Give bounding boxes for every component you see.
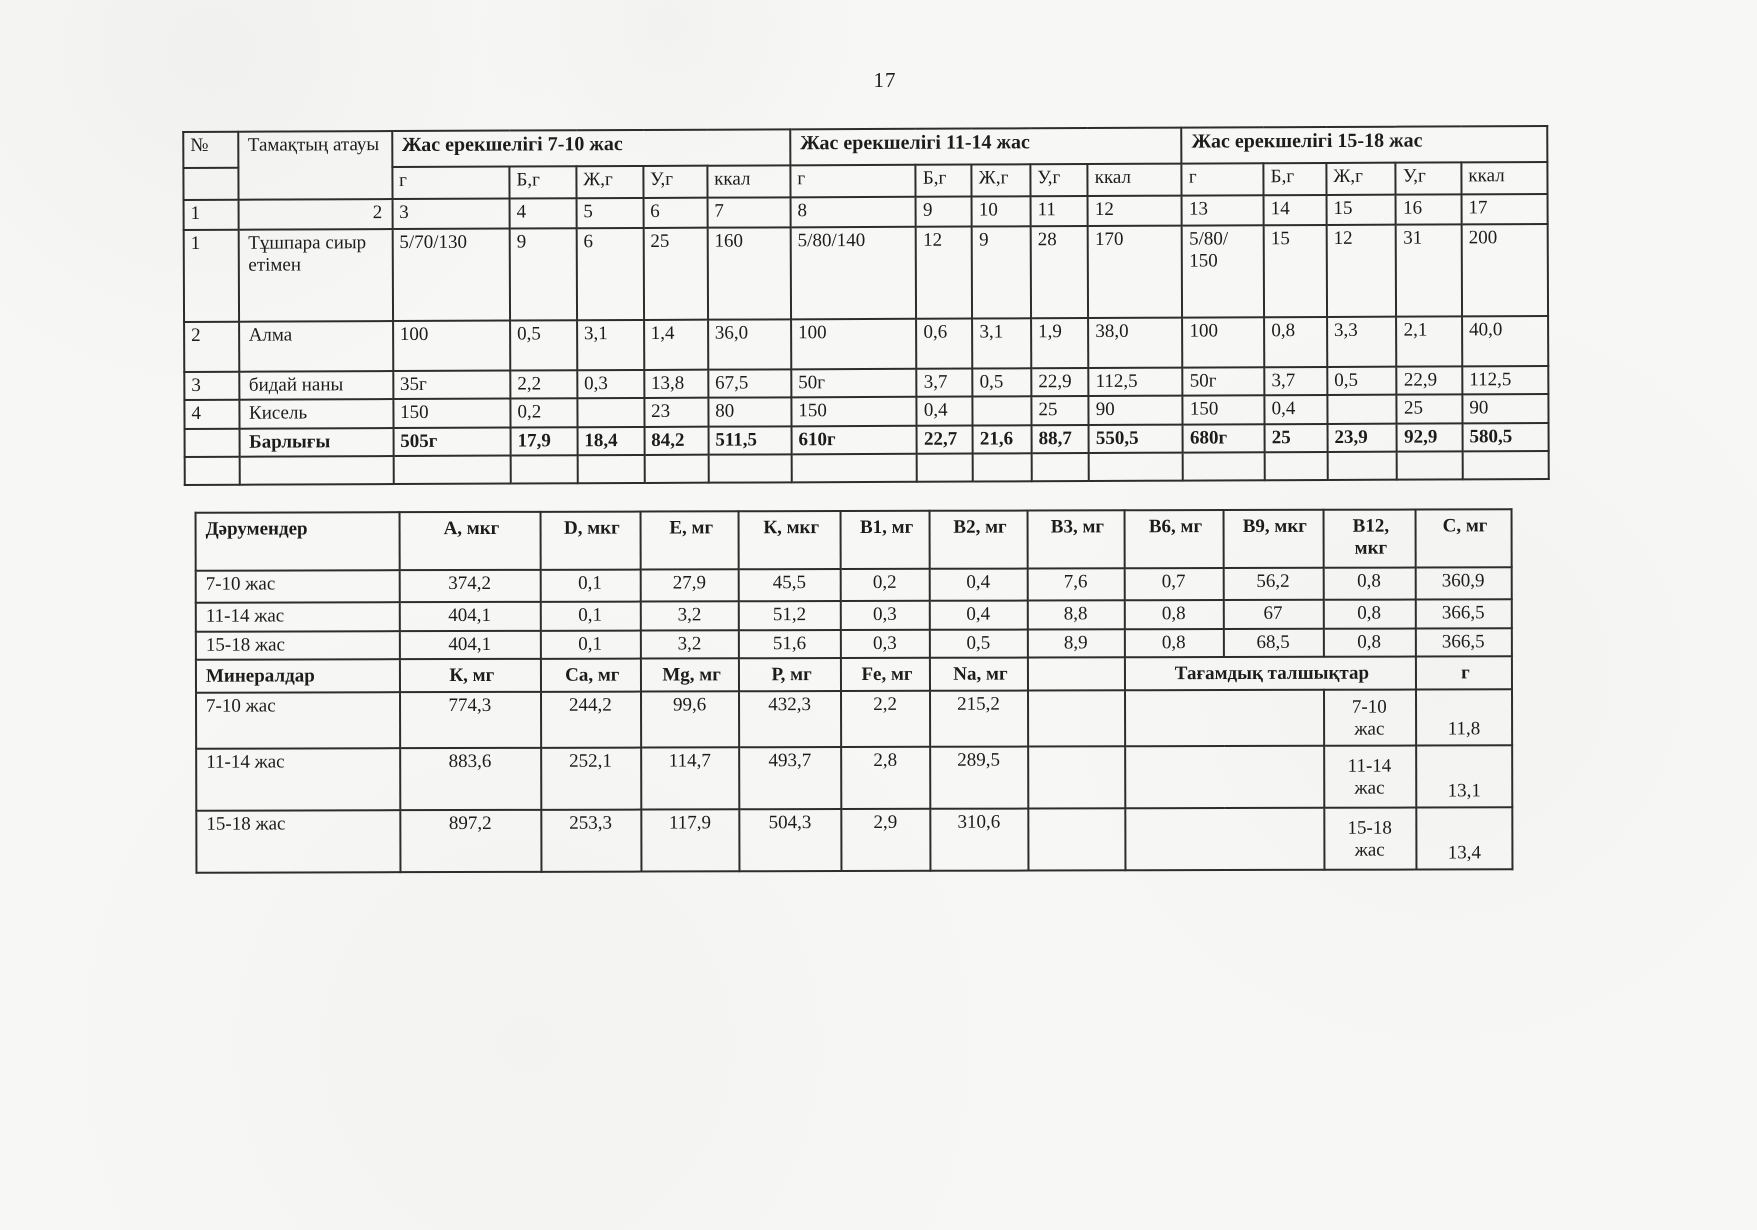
vitamin-value-cell: 8,9 — [1027, 629, 1124, 657]
vitamin-value-cell: 27,9 — [640, 569, 739, 601]
vitamin-value-cell: 0,1 — [540, 570, 640, 602]
row-number-cell: 2 — [184, 322, 239, 372]
numbering-cell: 2 — [238, 199, 392, 230]
empty-cell — [792, 454, 918, 483]
empty-cell — [1125, 746, 1324, 809]
value-cell: 31 — [1396, 224, 1462, 316]
total-value-cell: 22,7 — [917, 426, 973, 454]
fiber-value-cell: 11,8 — [1416, 689, 1512, 745]
mineral-value-cell: 253,3 — [541, 810, 641, 872]
age-group-label: 11-14 жас — [196, 602, 400, 632]
vitamin-value-cell: 0,3 — [841, 601, 931, 630]
vitamin-column-header: В12, мкг — [1323, 510, 1415, 568]
total-value-cell: 505г — [393, 428, 510, 457]
value-cell: 3,3 — [1327, 317, 1397, 367]
vitamin-value-cell: 0,1 — [541, 602, 641, 631]
numbering-cell: 15 — [1326, 195, 1396, 225]
value-cell: 0,3 — [577, 370, 644, 398]
empty-cell — [1463, 451, 1549, 479]
vitamin-value-cell: 0,4 — [930, 569, 1027, 601]
value-cell: 112,5 — [1462, 366, 1548, 394]
value-cell: 35г — [393, 371, 510, 400]
value-cell — [1327, 395, 1397, 424]
vitamin-value-cell: 67 — [1223, 600, 1323, 629]
empty-cell — [973, 453, 1032, 481]
value-cell: 9 — [972, 226, 1031, 318]
vitamins-section-label: Дәрумендер — [196, 512, 400, 571]
vitamin-value-cell: 0,8 — [1125, 600, 1224, 629]
mineral-value-cell: 432,3 — [739, 691, 840, 747]
mineral-value-cell: 244,2 — [541, 692, 641, 748]
vitamin-column-header: В2, мг — [930, 511, 1028, 569]
empty-cell — [1028, 690, 1126, 746]
numbering-cell: 17 — [1461, 194, 1547, 224]
empty-cell — [1028, 746, 1126, 808]
empty-cell — [1265, 452, 1328, 480]
vitamin-value-cell: 366,5 — [1416, 628, 1512, 656]
totals-label-cell: Барлығы — [239, 428, 393, 457]
total-value-cell: 88,7 — [1031, 425, 1088, 453]
value-cell: 13,8 — [644, 370, 708, 398]
menu-nutrition-table — [182, 125, 1550, 486]
mineral-value-cell: 774,3 — [400, 692, 541, 748]
total-value-cell: 680г — [1183, 424, 1265, 452]
empty-cell — [1028, 808, 1126, 870]
empty-cell — [183, 168, 238, 200]
mineral-value-cell: 117,9 — [641, 809, 740, 871]
row-number-cell: 1 — [184, 230, 239, 322]
numbering-cell: 11 — [1030, 196, 1087, 226]
value-cell: 80 — [708, 397, 791, 426]
fiber-unit-header: г — [1416, 656, 1512, 689]
empty-cell — [708, 454, 791, 482]
empty-cell — [1328, 452, 1398, 480]
total-value-cell: 580,5 — [1462, 423, 1548, 451]
age-group-label: 15-18 жас — [196, 810, 400, 873]
dietary-fiber-header: Тағамдық талшықтар — [1125, 657, 1416, 691]
empty-cell — [185, 457, 240, 485]
vitamin-value-cell: 8,8 — [1027, 600, 1124, 629]
value-cell: 3,7 — [917, 369, 973, 397]
vitamin-column-header: D, мкг — [540, 512, 640, 570]
numbering-cell: 7 — [707, 197, 790, 227]
vitamin-value-cell: 3,2 — [641, 601, 740, 630]
value-cell: 170 — [1088, 226, 1183, 318]
value-cell: 3,1 — [972, 318, 1031, 368]
value-cell: 0,5 — [1327, 367, 1397, 395]
vitamin-value-cell: 68,5 — [1224, 629, 1324, 657]
value-cell: 5/80/140 — [791, 227, 917, 320]
value-cell: 1,9 — [1031, 318, 1088, 368]
total-value-cell: 84,2 — [644, 427, 708, 455]
value-cell: 50г — [791, 369, 917, 398]
vitamin-value-cell: 3,2 — [641, 630, 740, 658]
minerals-section-label: Минералдар — [196, 659, 400, 693]
vitamin-value-cell: 404,1 — [400, 602, 541, 631]
value-cell: 15 — [1264, 225, 1327, 317]
subcol-header: У,г — [643, 166, 707, 198]
value-cell: 0,4 — [1265, 395, 1328, 424]
vitamin-value-cell: 0,8 — [1323, 568, 1415, 600]
minerals-row-15-18 — [196, 807, 1512, 872]
age-group-label: 7-10 жас — [196, 692, 400, 749]
row-number-cell: 4 — [184, 400, 239, 429]
subcol-header: г — [790, 165, 916, 198]
table1-header-row-groups — [183, 126, 1547, 168]
subcol-header: ккал — [1088, 164, 1182, 196]
fiber-age-label: 15-18 жас — [1324, 808, 1416, 870]
group-header-age-11-14: Жас ерекшелігі 11-14 жас — [790, 128, 1182, 166]
value-cell: 25 — [1031, 396, 1088, 425]
minerals-row-11-14 — [196, 745, 1512, 810]
mineral-value-cell: 289,5 — [930, 747, 1028, 809]
value-cell: 22,9 — [1031, 368, 1088, 396]
value-cell: 0,4 — [917, 397, 973, 426]
mineral-column-header: Na, мг — [930, 658, 1027, 691]
value-cell: 23 — [644, 398, 708, 427]
subcol-header: ккал — [1461, 162, 1547, 194]
empty-cell — [511, 455, 578, 483]
vitamin-column-header: В1, мг — [840, 511, 930, 569]
vitamin-column-header: С, мг — [1415, 509, 1511, 567]
empty-cell — [393, 456, 510, 485]
mineral-column-header: Р, мг — [739, 658, 840, 691]
vitamin-value-cell: 51,2 — [739, 601, 840, 630]
vitamin-value-cell: 0,8 — [1125, 629, 1224, 657]
vitamin-column-header: В3, мг — [1027, 510, 1125, 568]
minerals-row-7-10 — [196, 689, 1512, 748]
vitamin-value-cell: 374,2 — [400, 570, 541, 602]
vitamin-value-cell: 404,1 — [400, 631, 541, 659]
value-cell: 28 — [1031, 226, 1089, 318]
subcol-header: Б,г — [509, 166, 576, 198]
mineral-value-cell: 897,2 — [400, 810, 541, 872]
value-cell: 100 — [791, 319, 917, 370]
value-cell: 0,5 — [973, 368, 1032, 396]
total-value-cell: 550,5 — [1089, 425, 1183, 453]
fiber-age-label: 7-10 жас — [1324, 690, 1416, 746]
vitamin-value-cell: 360,9 — [1416, 567, 1512, 599]
total-value-cell: 23,9 — [1327, 424, 1397, 452]
total-value-cell: 610г — [791, 426, 917, 455]
fiber-value-cell: 13,1 — [1416, 745, 1512, 807]
vitamin-column-header: Е, мг — [640, 511, 739, 569]
total-value-cell: 25 — [1265, 424, 1328, 452]
vitamin-value-cell: 45,5 — [739, 569, 840, 601]
page-number: 17 — [873, 68, 897, 92]
group-header-age-15-18: Жас ерекшелігі 15-18 жас — [1182, 126, 1548, 164]
total-value-cell: 21,6 — [973, 425, 1032, 453]
fiber-value-cell: 13,4 — [1416, 807, 1512, 869]
vitamin-value-cell: 0,1 — [541, 631, 641, 659]
subcol-header: г — [392, 167, 509, 200]
vitamin-value-cell: 0,5 — [930, 630, 1027, 658]
mineral-value-cell: 99,6 — [641, 691, 740, 747]
subcol-header: г — [1182, 163, 1264, 195]
mineral-value-cell: 2,2 — [841, 691, 931, 747]
vitamin-value-cell: 51,6 — [739, 630, 840, 658]
value-cell: 150 — [1183, 395, 1265, 424]
vitamins-header-row — [196, 509, 1512, 570]
empty-cell — [644, 455, 708, 483]
mineral-column-header: Са, мг — [541, 659, 641, 692]
value-cell: 2,2 — [510, 370, 577, 398]
vitamins-row-15-18 — [196, 628, 1512, 659]
value-cell: 150 — [791, 397, 917, 427]
empty-cell — [917, 454, 973, 482]
subcol-header: Б,г — [1264, 163, 1327, 195]
value-cell: 0,8 — [1264, 317, 1327, 367]
value-cell: 5/70/130 — [392, 229, 510, 322]
total-value-cell: 92,9 — [1397, 423, 1463, 451]
value-cell: 3,1 — [577, 320, 644, 370]
value-cell: 38,0 — [1088, 318, 1182, 368]
value-cell: 160 — [707, 227, 791, 319]
numbering-cell: 13 — [1182, 195, 1264, 225]
subcol-header: У,г — [1396, 162, 1462, 194]
value-cell — [973, 396, 1032, 425]
mineral-value-cell: 504,3 — [740, 809, 841, 871]
mineral-value-cell: 252,1 — [541, 748, 641, 810]
numbering-cell: 12 — [1088, 196, 1182, 226]
value-cell: 6 — [576, 228, 643, 320]
numbering-cell: 1 — [184, 200, 239, 230]
total-value-cell: 18,4 — [577, 427, 644, 455]
age-group-label: 15-18 жас — [196, 631, 400, 660]
value-cell: 100 — [1182, 317, 1264, 367]
mineral-value-cell: 2,9 — [841, 809, 931, 871]
value-cell: 90 — [1462, 394, 1548, 423]
numbering-cell: 8 — [790, 197, 916, 228]
numbering-cell: 16 — [1396, 194, 1462, 224]
empty-cell — [1125, 808, 1324, 871]
age-group-label: 11-14 жас — [196, 748, 400, 811]
vitamin-value-cell: 0,4 — [930, 601, 1027, 630]
mineral-value-cell: 883,6 — [400, 748, 541, 810]
value-cell: 22,9 — [1397, 366, 1463, 394]
food-name-cell: Алма — [239, 321, 393, 372]
value-cell: 40,0 — [1462, 316, 1548, 366]
mineral-value-cell: 493,7 — [740, 747, 841, 809]
value-cell: 12 — [916, 227, 972, 319]
value-cell: 1,4 — [644, 320, 708, 370]
value-cell: 25 — [643, 228, 707, 320]
value-cell: 150 — [393, 399, 510, 429]
value-cell: 12 — [1327, 225, 1397, 317]
mineral-value-cell: 310,6 — [931, 809, 1029, 871]
vitamin-value-cell: 366,5 — [1416, 599, 1512, 628]
num-column-header: № — [183, 132, 238, 168]
empty-cell — [1089, 453, 1183, 481]
vitamin-value-cell: 7,6 — [1027, 568, 1124, 600]
vitamin-column-header: К, мкг — [739, 511, 840, 569]
food-name-cell: Тұшпара сиыр етімен — [238, 229, 393, 322]
value-cell: 5/80/ 150 — [1182, 225, 1264, 317]
food-name-cell: бидай наны — [239, 371, 393, 400]
numbering-cell: 10 — [972, 196, 1031, 226]
minerals-header-row — [196, 656, 1512, 692]
empty-cell — [1028, 657, 1125, 690]
value-cell: 100 — [393, 321, 511, 372]
total-value-cell: 511,5 — [708, 426, 791, 454]
numbering-cell: 6 — [643, 198, 707, 228]
subcol-header: Ж,г — [576, 166, 643, 198]
total-value-cell: 17,9 — [510, 427, 577, 455]
empty-cell — [1397, 451, 1463, 479]
mineral-value-cell: 2,8 — [841, 747, 931, 809]
group-header-age-7-10: Жас ерекшелігі 7-10 жас — [392, 129, 790, 167]
food-name-cell: Кисель — [239, 399, 393, 429]
subcol-header: Ж,г — [1326, 163, 1396, 195]
numbering-cell: 3 — [392, 199, 509, 230]
empty-cell — [577, 455, 644, 483]
value-cell: 90 — [1089, 396, 1183, 425]
food-row-tushpara — [184, 224, 1548, 322]
mineral-column-header: Fe, мг — [841, 658, 931, 691]
vitamin-column-header: В6, мг — [1125, 510, 1224, 568]
vitamin-value-cell: 56,2 — [1223, 568, 1323, 600]
numbering-cell: 4 — [509, 198, 576, 228]
vitamin-column-header: А, мкг — [399, 512, 540, 570]
empty-cell — [1125, 690, 1324, 747]
value-cell: 25 — [1397, 394, 1463, 423]
value-cell: 112,5 — [1089, 368, 1183, 396]
subcol-header: Ж,г — [972, 164, 1031, 196]
value-cell: 9 — [510, 228, 577, 320]
vitamins-minerals-table — [195, 508, 1514, 873]
food-name-column-header: Тамақтың атауы — [238, 131, 392, 200]
value-cell: 0,5 — [510, 320, 577, 370]
numbering-cell: 14 — [1264, 195, 1327, 225]
fiber-age-label: 11-14 жас — [1324, 746, 1416, 808]
value-cell: 0,2 — [510, 398, 577, 427]
age-group-label: 7-10 жас — [196, 570, 400, 603]
value-cell: 36,0 — [708, 319, 791, 369]
value-cell: 67,5 — [708, 369, 791, 397]
value-cell: 200 — [1462, 224, 1548, 316]
vitamin-value-cell: 0,7 — [1125, 568, 1224, 600]
empty-cell — [1032, 453, 1089, 481]
subcol-header: ккал — [707, 165, 790, 197]
vitamin-value-cell: 0,8 — [1323, 600, 1415, 629]
vitamin-value-cell: 0,2 — [840, 569, 930, 601]
subcol-header: Б,г — [916, 165, 972, 197]
value-cell: 2,1 — [1397, 316, 1463, 366]
subcol-header: У,г — [1030, 164, 1087, 196]
vitamins-row-11-14 — [196, 599, 1512, 631]
vitamin-value-cell: 0,8 — [1324, 629, 1416, 657]
value-cell: 50г — [1183, 367, 1265, 395]
empty-row — [185, 451, 1549, 485]
food-row-alma — [184, 316, 1548, 372]
empty-cell — [1183, 452, 1265, 480]
mineral-column-header: Mg, мг — [641, 658, 740, 691]
value-cell: 0,6 — [916, 319, 972, 369]
vitamins-row-7-10 — [196, 567, 1512, 602]
numbering-cell: 5 — [576, 198, 643, 228]
vitamin-value-cell: 0,3 — [841, 630, 931, 658]
row-number-cell — [185, 429, 240, 457]
row-number-cell: 3 — [184, 372, 239, 400]
mineral-value-cell: 215,2 — [930, 691, 1028, 747]
numbering-cell: 9 — [916, 197, 972, 227]
vitamin-column-header: В9, мкг — [1223, 510, 1323, 568]
mineral-value-cell: 114,7 — [641, 747, 740, 809]
mineral-column-header: К, мг — [400, 659, 541, 692]
value-cell: 3,7 — [1264, 367, 1327, 395]
empty-cell — [239, 456, 393, 485]
value-cell — [577, 398, 644, 427]
